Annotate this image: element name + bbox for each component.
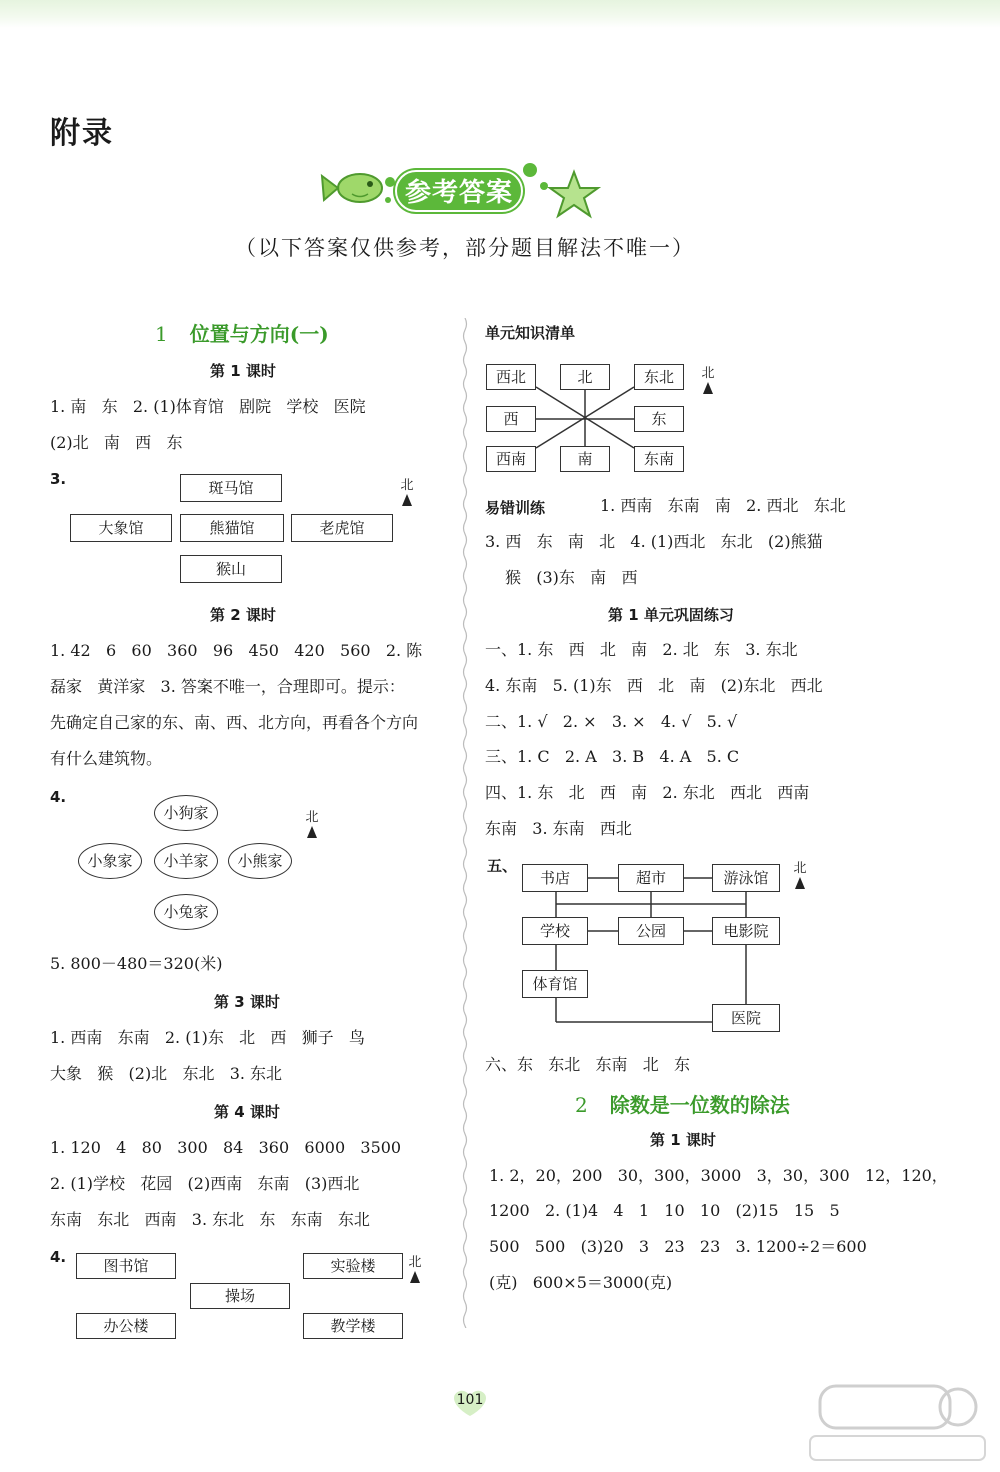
answer-line: 4. 东南 5. (1)东 西 北 南 (2)东北 西北 [485, 676, 823, 695]
lesson-title: 第 1 课时 [650, 1131, 716, 1149]
answer-line: 3. 西 东 南 北 4. (1)西北 东北 (2)熊猫 [485, 532, 823, 551]
direction-box: 西 [486, 406, 536, 432]
answer-line: (2)北 南 西 东 [50, 433, 183, 452]
answer-line: 四、1. 东 北 西 南 2. 东北 西北 西南 [485, 783, 810, 802]
answer-line: 2. (1)学校 花园 (2)西南 东南 (3)西北 [50, 1174, 360, 1193]
answer-line: 有什么建筑物。 [50, 749, 163, 768]
question-number: 五、 [487, 857, 518, 875]
map-box: 体育馆 [522, 970, 588, 998]
north-arrow-icon: 北 [790, 857, 810, 889]
map-box: 超市 [618, 864, 684, 892]
map-box: 办公楼 [76, 1313, 176, 1339]
error-training-label: 易错训练 [485, 499, 546, 517]
question-number: 4. [50, 788, 67, 806]
section-title-2: 2 除数是一位数的除法 [575, 1093, 790, 1117]
question-number: 3. [50, 470, 67, 488]
answer-line: 1. 西南 东南 2. (1)东 北 西 狮子 鸟 [50, 1028, 365, 1047]
answer-line: 大象 猴 (2)北 东北 3. 东北 [50, 1064, 283, 1083]
answer-line: (克) 600×5＝3000(克) [489, 1273, 673, 1292]
watermark-logo [790, 1380, 990, 1465]
question-number: 4. [50, 1248, 67, 1266]
direction-box: 东北 [634, 364, 684, 390]
map-box: 教学楼 [303, 1313, 403, 1339]
map-box: 公园 [618, 917, 684, 945]
north-arrow-icon: 北 [698, 362, 718, 394]
unit-practice-title: 第 1 单元巩固练习 [608, 606, 734, 624]
answer-line: 5. 800－480＝320(米) [50, 954, 223, 973]
section-title-1: 1 位置与方向(一) [155, 322, 329, 346]
answer-line: 500 500 (3)20 3 23 23 3. 1200÷2＝600 [489, 1237, 867, 1256]
direction-box: 北 [560, 364, 610, 390]
direction-box: 西南 [486, 446, 536, 472]
map-box: 书店 [522, 864, 588, 892]
column-divider [460, 318, 470, 1328]
answer-line: 三、1. C 2. A 3. B 4. A 5. C [485, 747, 740, 766]
answer-line: 1. 42 6 60 360 96 450 420 560 2. 陈 [50, 641, 423, 660]
map-box: 游泳馆 [712, 864, 780, 892]
answer-line: 东南 3. 东南 西北 [485, 819, 632, 838]
page-title: 附录 [50, 116, 114, 151]
answer-line: 先确定自己家的东、南、西、北方向，再看各个方向 [50, 713, 419, 732]
lesson-title: 第 3 课时 [214, 993, 280, 1011]
lesson-title: 第 4 课时 [214, 1103, 280, 1121]
map-box: 大象馆 [70, 514, 172, 542]
north-arrow-icon: 北 [302, 806, 322, 838]
map-oval: 小熊家 [228, 843, 292, 879]
answer-line: 1. 120 4 80 300 84 360 6000 3500 [50, 1138, 402, 1157]
lesson-title: 第 1 课时 [210, 362, 276, 380]
map-box: 老虎馆 [291, 514, 393, 542]
answer-note: （以下答案仅供参考，部分题目解法不唯一） [235, 236, 695, 260]
answer-line: 猴 (3)东 南 西 [505, 568, 638, 587]
map-box: 医院 [712, 1004, 780, 1032]
answer-line: 东南 东北 西南 3. 东北 东 东南 东北 [50, 1210, 370, 1229]
map-oval: 小狗家 [154, 795, 218, 831]
direction-box: 西北 [486, 364, 536, 390]
answer-line: 1. 西南 东南 南 2. 西北 东北 [600, 496, 846, 515]
answer-line: 磊家 黄洋家 3. 答案不唯一，合理即可。提示： [50, 677, 405, 696]
north-arrow-icon: 北 [397, 474, 417, 506]
map-oval: 小羊家 [154, 843, 218, 879]
map-box: 操场 [190, 1283, 290, 1309]
answer-line: 二、1. √ 2. × 3. × 4. √ 5. √ [485, 712, 738, 731]
answer-line: 一、1. 东 西 北 南 2. 北 东 3. 东北 [485, 640, 798, 659]
map-box: 实验楼 [303, 1253, 403, 1279]
answer-line: 六、东 东北 东南 北 东 [485, 1055, 691, 1074]
north-arrow-icon: 北 [405, 1251, 425, 1283]
map-box: 电影院 [712, 917, 780, 945]
map-box: 图书馆 [76, 1253, 176, 1279]
knowledge-list-title: 单元知识清单 [485, 324, 576, 342]
map-box: 斑马馆 [180, 474, 282, 502]
map-box: 学校 [522, 917, 588, 945]
direction-box: 南 [560, 446, 610, 472]
answer-banner: 参考答案 [395, 170, 523, 212]
answer-line: 1. 2，20，200 30，300，3000 3，30，300 12，120， [489, 1166, 948, 1185]
map-box: 猴山 [180, 555, 282, 583]
top-decorative-band [0, 0, 1000, 28]
page-number: 101 [456, 1392, 484, 1408]
answer-line: 1200 2. (1)4 4 1 10 10 (2)15 15 5 [489, 1201, 840, 1220]
map-box: 熊猫馆 [180, 514, 284, 542]
map-oval: 小象家 [78, 843, 142, 879]
starfish-icon [550, 172, 598, 216]
lesson-title: 第 2 课时 [210, 606, 276, 624]
direction-box: 东南 [634, 446, 684, 472]
answer-line: 1. 南 东 2. (1)体育馆 剧院 学校 医院 [50, 397, 366, 416]
fish-icon [322, 174, 382, 202]
direction-box: 东 [634, 406, 684, 432]
map-oval: 小兔家 [154, 894, 218, 930]
